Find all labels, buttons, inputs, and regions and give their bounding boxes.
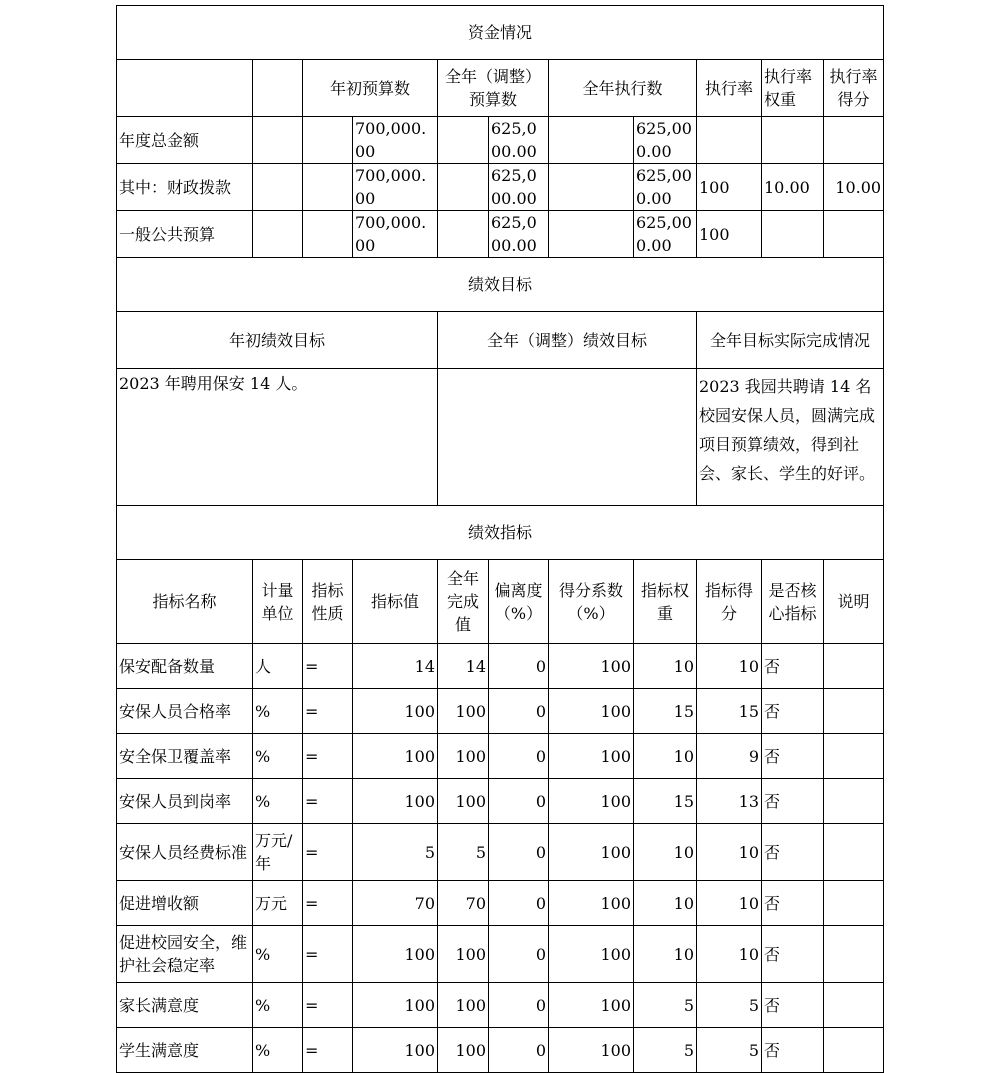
ind-name: 促进增收额 (117, 881, 253, 926)
indicators-section-title: 绩效指标 (117, 506, 884, 560)
ind-nature: = (303, 881, 353, 926)
ind-header-note: 说明 (824, 560, 884, 644)
indicator-row (117, 779, 884, 824)
funds-cell-empty (303, 117, 353, 164)
ind-header-target: 指标值 (353, 560, 438, 644)
ind-target: 70 (353, 881, 438, 926)
funds-header-empty (253, 60, 303, 117)
ind-nature: = (303, 779, 353, 824)
funds-executed: 625,000.00 (634, 117, 697, 164)
ind-unit: % (253, 734, 303, 779)
ind-note (824, 1028, 884, 1073)
ind-header-name: 指标名称 (117, 560, 253, 644)
ind-nature: = (303, 824, 353, 881)
funds-cell-empty (549, 164, 634, 211)
ind-coefficient: 100 (549, 644, 634, 689)
ind-nature: = (303, 1028, 353, 1073)
funds-row-label: 年度总金额 (117, 117, 253, 164)
funds-weight (762, 117, 824, 164)
ind-name: 安保人员经费标准 (117, 824, 253, 881)
ind-deviation: 0 (489, 689, 549, 734)
ind-name: 学生满意度 (117, 1028, 253, 1073)
ind-name: 安全保卫覆盖率 (117, 734, 253, 779)
indicator-row (117, 926, 884, 983)
ind-score: 5 (697, 983, 762, 1028)
ind-weight: 5 (634, 983, 697, 1028)
ind-weight: 15 (634, 689, 697, 734)
ind-target: 100 (353, 734, 438, 779)
ind-deviation: 0 (489, 1028, 549, 1073)
ind-score: 5 (697, 1028, 762, 1073)
ind-deviation: 0 (489, 824, 549, 881)
goals-adjusted-text (438, 369, 697, 506)
ind-header-coefficient: 得分系数（%） (549, 560, 634, 644)
ind-target: 100 (353, 779, 438, 824)
ind-coefficient: 100 (549, 926, 634, 983)
funds-cell-empty (549, 211, 634, 258)
ind-unit: % (253, 689, 303, 734)
funds-cell-empty (438, 164, 489, 211)
funds-initial: 700,000.00 (353, 211, 438, 258)
ind-coefficient: 100 (549, 734, 634, 779)
ind-note (824, 689, 884, 734)
ind-note (824, 779, 884, 824)
goals-header-actual: 全年目标实际完成情况 (697, 312, 884, 369)
ind-header-core: 是否核心指标 (762, 560, 824, 644)
ind-coefficient: 100 (549, 824, 634, 881)
funds-adjusted: 625,000.00 (489, 211, 549, 258)
ind-score: 9 (697, 734, 762, 779)
ind-nature: = (303, 983, 353, 1028)
funds-cell-empty (303, 211, 353, 258)
ind-weight: 10 (634, 881, 697, 926)
ind-header-score: 指标得分 (697, 560, 762, 644)
ind-score: 10 (697, 644, 762, 689)
ind-completed: 100 (438, 734, 489, 779)
ind-weight: 10 (634, 926, 697, 983)
funds-weight (762, 211, 824, 258)
funds-cell-empty (438, 117, 489, 164)
funds-executed: 625,000.00 (634, 211, 697, 258)
ind-coefficient: 100 (549, 779, 634, 824)
funds-header-rate: 执行率 (697, 60, 762, 117)
ind-target: 14 (353, 644, 438, 689)
funds-initial: 700,000.00 (353, 117, 438, 164)
ind-target: 100 (353, 1028, 438, 1073)
ind-completed: 14 (438, 644, 489, 689)
funds-score (824, 117, 884, 164)
funds-cell-empty (549, 117, 634, 164)
ind-name: 安保人员到岗率 (117, 779, 253, 824)
ind-core: 否 (762, 734, 824, 779)
funds-adjusted: 625,000.00 (489, 117, 549, 164)
ind-name: 促进校园安全，维护社会稳定率 (117, 926, 253, 983)
ind-core: 否 (762, 926, 824, 983)
ind-unit: % (253, 779, 303, 824)
ind-note (824, 734, 884, 779)
goals-actual-text: 2023 我园共聘请 14 名校园安保人员，圆满完成项目预算绩效，得到社会、家长、学生的好评。 (697, 369, 884, 506)
funds-cell-empty (303, 164, 353, 211)
ind-deviation: 0 (489, 881, 549, 926)
funds-rate: 100 (697, 211, 762, 258)
ind-core: 否 (762, 779, 824, 824)
ind-header-nature: 指标性质 (303, 560, 353, 644)
goals-header-adjusted: 全年（调整）绩效目标 (438, 312, 697, 369)
funds-score: 10.00 (824, 164, 884, 211)
ind-target: 100 (353, 689, 438, 734)
ind-coefficient: 100 (549, 1028, 634, 1073)
indicator-row (117, 881, 884, 926)
funds-executed: 625,000.00 (634, 164, 697, 211)
ind-completed: 5 (438, 824, 489, 881)
ind-unit: 万元 (253, 881, 303, 926)
ind-weight: 10 (634, 824, 697, 881)
funds-adjusted: 625,000.00 (489, 164, 549, 211)
funds-row-label: 一般公共预算 (117, 211, 253, 258)
ind-core: 否 (762, 824, 824, 881)
ind-header-weight: 指标权重 (634, 560, 697, 644)
funds-rate: 100 (697, 164, 762, 211)
ind-deviation: 0 (489, 779, 549, 824)
ind-score: 10 (697, 824, 762, 881)
ind-unit: % (253, 1028, 303, 1073)
ind-note (824, 926, 884, 983)
ind-nature: = (303, 734, 353, 779)
funds-cell-empty (253, 117, 303, 164)
funds-rate (697, 117, 762, 164)
goals-header-initial: 年初绩效目标 (117, 312, 438, 369)
indicator-row (117, 734, 884, 779)
ind-weight: 5 (634, 1028, 697, 1073)
funds-header-executed: 全年执行数 (549, 60, 697, 117)
funds-cell-empty (253, 211, 303, 258)
ind-completed: 100 (438, 689, 489, 734)
ind-core: 否 (762, 644, 824, 689)
ind-note (824, 644, 884, 689)
funds-header-weight: 执行率权重 (762, 60, 824, 117)
goals-initial-text: 2023 年聘用保安 14 人。 (117, 369, 438, 506)
ind-core: 否 (762, 983, 824, 1028)
ind-completed: 100 (438, 1028, 489, 1073)
ind-completed: 100 (438, 983, 489, 1028)
ind-note (824, 824, 884, 881)
ind-score: 10 (697, 926, 762, 983)
funds-initial: 700,000.00 (353, 164, 438, 211)
ind-header-completed: 全年完成值 (438, 560, 489, 644)
funds-cell-empty (438, 211, 489, 258)
goals-section-title: 绩效目标 (117, 258, 884, 312)
ind-coefficient: 100 (549, 881, 634, 926)
funds-row (117, 164, 884, 211)
ind-target: 100 (353, 983, 438, 1028)
ind-deviation: 0 (489, 926, 549, 983)
ind-unit: % (253, 926, 303, 983)
ind-unit: % (253, 983, 303, 1028)
ind-weight: 10 (634, 734, 697, 779)
ind-note (824, 881, 884, 926)
indicator-row (117, 689, 884, 734)
funds-header-empty (117, 60, 253, 117)
funds-header-score: 执行率得分 (824, 60, 884, 117)
ind-core: 否 (762, 881, 824, 926)
ind-deviation: 0 (489, 983, 549, 1028)
funds-header-initial: 年初预算数 (303, 60, 438, 117)
ind-deviation: 0 (489, 734, 549, 779)
indicator-row (117, 1028, 884, 1073)
ind-unit: 万元/年 (253, 824, 303, 881)
funds-cell-empty (253, 164, 303, 211)
ind-name: 保安配备数量 (117, 644, 253, 689)
funds-header-adjusted: 全年（调整）预算数 (438, 60, 549, 117)
ind-completed: 100 (438, 926, 489, 983)
ind-score: 15 (697, 689, 762, 734)
indicator-row (117, 824, 884, 881)
ind-core: 否 (762, 1028, 824, 1073)
ind-nature: = (303, 926, 353, 983)
ind-header-unit: 计量单位 (253, 560, 303, 644)
indicator-row (117, 983, 884, 1028)
ind-target: 100 (353, 926, 438, 983)
ind-core: 否 (762, 689, 824, 734)
funds-row-label: 其中：财政拨款 (117, 164, 253, 211)
funds-weight: 10.00 (762, 164, 824, 211)
ind-completed: 100 (438, 779, 489, 824)
performance-table (116, 5, 884, 1073)
ind-name: 家长满意度 (117, 983, 253, 1028)
ind-nature: = (303, 644, 353, 689)
ind-name: 安保人员合格率 (117, 689, 253, 734)
ind-deviation: 0 (489, 644, 549, 689)
ind-unit: 人 (253, 644, 303, 689)
funds-score (824, 211, 884, 258)
funds-row (117, 211, 884, 258)
ind-target: 5 (353, 824, 438, 881)
ind-nature: = (303, 689, 353, 734)
ind-weight: 15 (634, 779, 697, 824)
ind-coefficient: 100 (549, 983, 634, 1028)
ind-score: 13 (697, 779, 762, 824)
ind-coefficient: 100 (549, 689, 634, 734)
ind-weight: 10 (634, 644, 697, 689)
ind-completed: 70 (438, 881, 489, 926)
funds-section-title: 资金情况 (117, 6, 884, 60)
indicator-row (117, 644, 884, 689)
ind-score: 10 (697, 881, 762, 926)
funds-row (117, 117, 884, 164)
ind-note (824, 983, 884, 1028)
ind-header-deviation: 偏离度（%） (489, 560, 549, 644)
